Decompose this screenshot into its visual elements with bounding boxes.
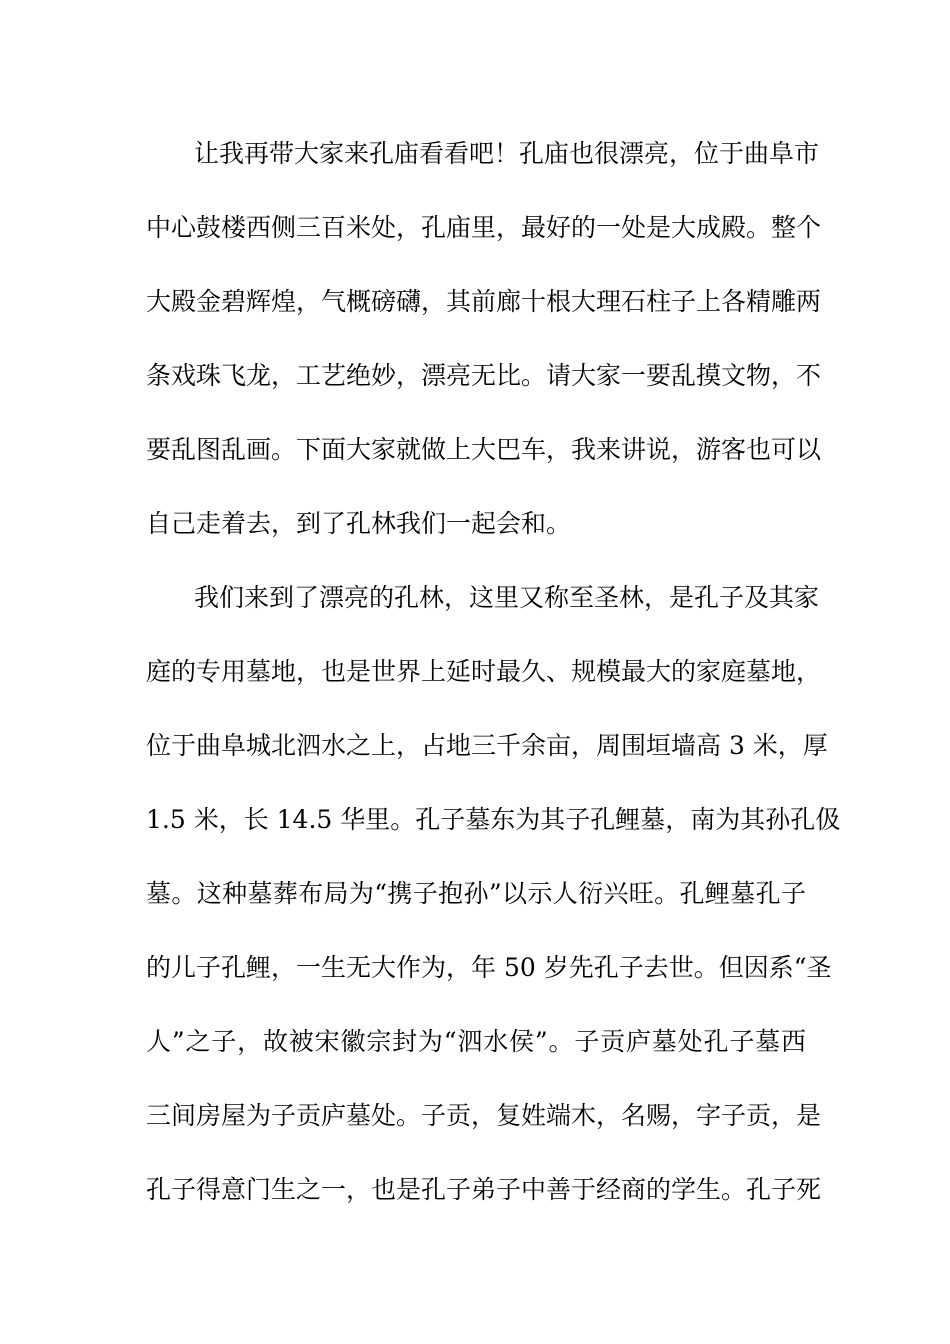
text-line: 孔子得意门生之一，也是孔子弟子中善于经商的学生。孔子死 [146, 1175, 822, 1204]
paragraph-confucius-temple [146, 130, 822, 574]
text-line: 中心鼓楼西侧三百米处，孔庙里，最好的一处是大成殿。整个 [146, 213, 822, 242]
text-line: 的儿子孔鲤，一生无大作为，年 50 岁先孔子去世。但因系“圣 [146, 953, 832, 982]
text-line: 1.5 米，长 14.5 华里。孔子墓东为其子孔鲤墓，南为其孙孔伋 [146, 805, 841, 834]
text-line: 大殿金碧辉煌，气概磅礴，其前廊十根大理石柱子上各精雕两 [146, 287, 822, 316]
text-line: 位于曲阜城北泗水之上，占地三千余亩，周围垣墙高 3 米，厚 [146, 731, 828, 760]
text-line: 条戏珠飞龙，工艺绝妙，漂亮无比。请大家一要乱摸文物，不 [146, 361, 822, 390]
text-line: 要乱图乱画。下面大家就做上大巴车，我来讲说，游客也可以 [146, 435, 822, 464]
text-line: 自己走着去，到了孔林我们一起会和。 [146, 509, 572, 538]
body-text [146, 130, 841, 1240]
text-line: 人”之子，故被宋徽宗封为“泗水侯”。子贡庐墓处孔子墓西 [146, 1027, 806, 1056]
text-line: 让我再带大家来孔庙看看吧！孔庙也很漂亮，位于曲阜市 [194, 139, 820, 168]
text-line: 庭的专用墓地，也是世界上延时最久、规模最大的家庭墓地， [146, 657, 822, 686]
text-line: 墓。这种墓葬布局为“携子抱孙”以示人衍兴旺。孔鲤墓孔子 [146, 879, 806, 908]
text-line: 三间房屋为子贡庐墓处。子贡，复姓端木，名赐，字子贡，是 [146, 1101, 822, 1130]
text-line: 我们来到了漂亮的孔林，这里又称至圣林，是孔子及其家 [194, 583, 820, 612]
paragraph-confucius-forest [146, 574, 841, 1240]
